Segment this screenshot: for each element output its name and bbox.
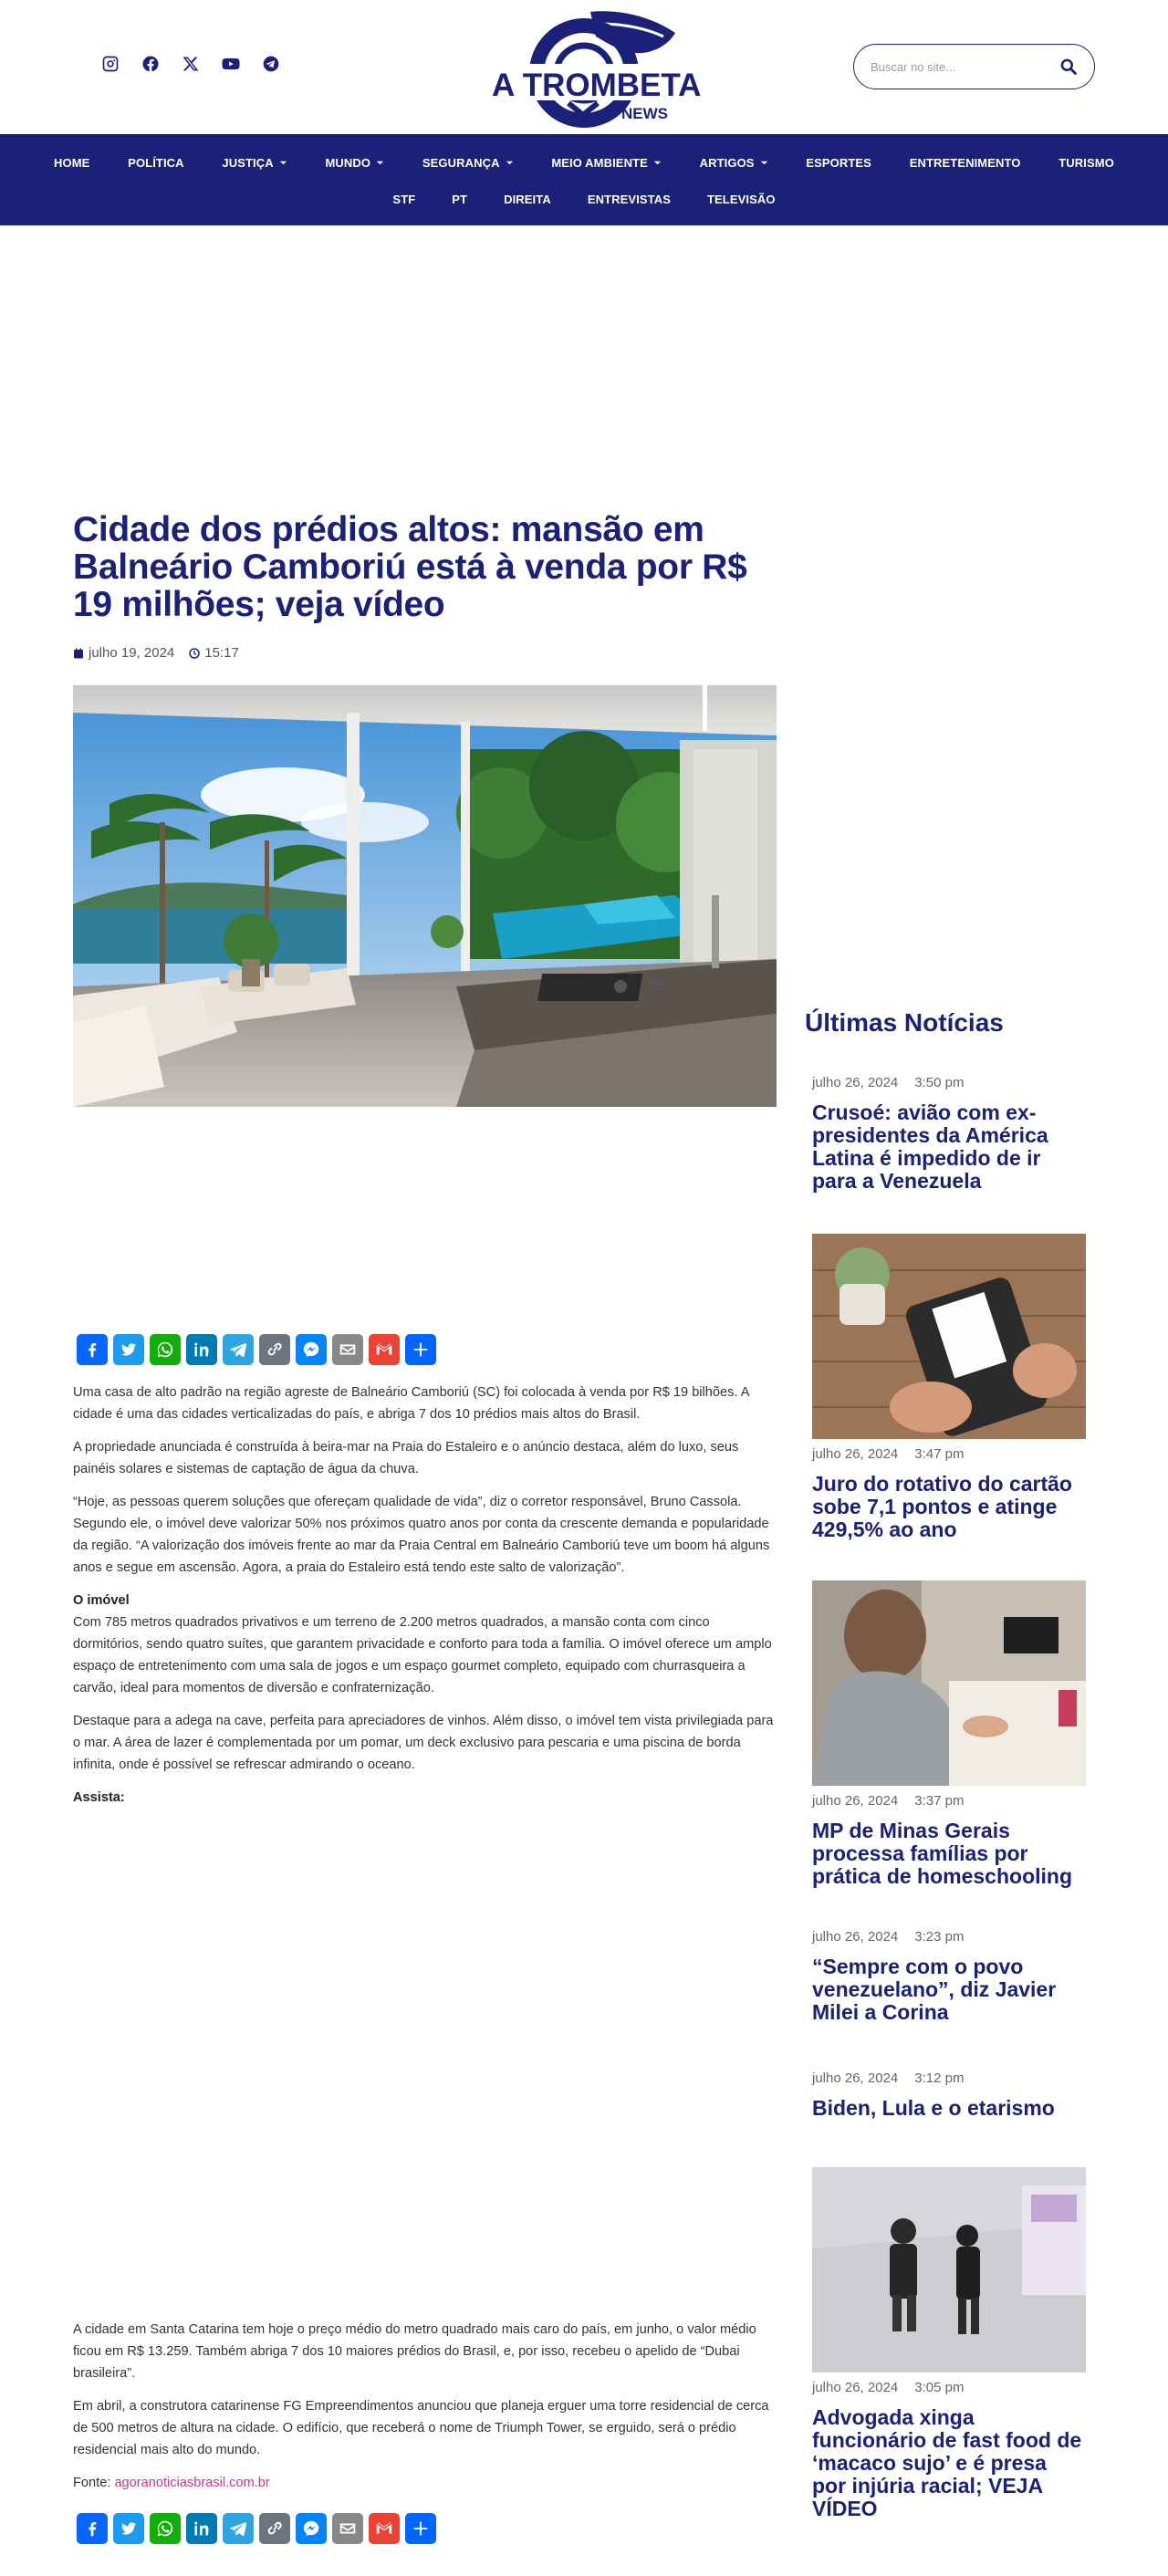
news-title[interactable]: Crusoé: avião com ex-presidentes da América Latina é impedido de ir para a Venezuela (812, 1100, 1048, 1193)
sidebar-title: Últimas Notícias (805, 1008, 1004, 1037)
nav-item-entretenimento[interactable] (892, 152, 1038, 172)
nav-item-esportes[interactable] (788, 152, 889, 172)
news-date (812, 1446, 1086, 1462)
news-title[interactable]: Advogada xinga funcionário de fast food de ‘macaco sujo’ e é presa por injúria racial; VEJA VÍDEO (812, 2405, 1082, 2520)
share-icon[interactable] (405, 1334, 436, 1365)
nav-item-label: ESPORTES (806, 155, 871, 170)
nav-row-primary (0, 152, 1168, 172)
news-date-text: julho 26, 2024 (812, 1075, 899, 1090)
article-title: Cidade dos prédios altos: mansão em Balneário Camboriú está à venda por R$ 19 milhões; veja vídeo (73, 510, 747, 624)
article-section (73, 1590, 777, 1699)
youtube-icon[interactable] (221, 54, 241, 74)
news-item[interactable] (812, 2167, 1086, 2520)
facebook-icon[interactable] (141, 54, 161, 74)
news-date-text: julho 26, 2024 (812, 2070, 899, 2086)
news-item[interactable] (812, 1075, 1086, 1193)
article-paragraph: Com 785 metros quadrados privativos e um terreno de 2.200 metros quadrados, a mansão conta com cinco dormitórios, sendo quatro suítes, que garantem privacidade e conforto para toda a família. O imóvel oferece um amplo espaço de entretenimento com uma sala de jogos e um espaço gourmet completo, equipado com churrasqueira a carvão, ideal para momentos de diversão e confraternização. (73, 1615, 772, 1695)
source-link[interactable]: agoranoticiasbrasil.com.br (114, 2476, 270, 2490)
article-body-continued (73, 2319, 777, 2505)
share-bar-bottom (77, 2513, 436, 2544)
nav-item-label: MUNDO (325, 155, 371, 170)
news-time-text: 3:23 pm (914, 1929, 965, 1945)
article-date-text: julho 19, 2024 (89, 645, 175, 661)
nav-item-segurança[interactable] (405, 152, 531, 172)
article-paragraph: Em abril, a construtora catarinense FG Empreendimentos anunciou que planeja erguer uma torre residencial de cerca de 500 metros de altura na cidade. O edifício, que receberá o nome de Triumph Tower, se erguido, será o prédio residencial mais alto do mundo. (73, 2399, 769, 2457)
nav-item-direita[interactable] (485, 189, 569, 209)
news-time-text: 3:47 pm (914, 1446, 965, 1462)
article-body (73, 1382, 777, 1820)
email-icon[interactable] (332, 2513, 363, 2544)
twitter-icon[interactable] (113, 2513, 144, 2544)
news-item[interactable] (812, 2070, 1086, 2120)
linkedin-icon[interactable] (186, 1334, 217, 1365)
news-thumbnail[interactable] (812, 1580, 1086, 1786)
main-navigation (0, 134, 1168, 225)
section-heading-assista: Assista: (73, 1790, 125, 1805)
gmail-icon[interactable] (369, 1334, 400, 1365)
nav-item-label: SEGURANÇA (422, 155, 500, 170)
news-item[interactable] (812, 1580, 1086, 1888)
news-date-text: julho 26, 2024 (812, 2380, 899, 2395)
nav-item-label: MEIO AMBIENTE (551, 155, 648, 170)
article-hero-image (73, 685, 777, 1107)
source-label: Fonte: (73, 2476, 111, 2490)
news-time-text: 3:37 pm (914, 1793, 965, 1809)
messenger-icon[interactable] (296, 2513, 327, 2544)
nav-item-label: TURISMO (1058, 155, 1114, 170)
nav-item-stf[interactable] (374, 189, 433, 209)
article-section (73, 1787, 777, 1809)
nav-item-mundo[interactable] (308, 152, 402, 172)
facebook-icon[interactable] (77, 1334, 108, 1365)
nav-item-label: DIREITA (504, 192, 551, 206)
search-box (853, 44, 1095, 89)
nav-row-secondary (0, 189, 1168, 209)
share-bar-top (77, 1334, 436, 1365)
chevron-down-icon (506, 159, 514, 167)
news-date (812, 1929, 1086, 1945)
search-input[interactable] (871, 60, 1058, 74)
copy-link-icon[interactable] (259, 1334, 290, 1365)
article-paragraph: Uma casa de alto padrão na região agreste de Balneário Camboriú (SC) foi colocada à venda por R$ 19 bilhões. A cidade é uma das cidades verticalizadas do país, e abriga 7 dos 10 prédios mais altos do Brasil. (73, 1385, 749, 1422)
news-thumbnail[interactable] (812, 1234, 1086, 1439)
news-time-text: 3:12 pm (914, 2070, 965, 2086)
instagram-icon[interactable] (100, 54, 120, 74)
article-header (73, 511, 777, 661)
news-item[interactable] (812, 1234, 1086, 1541)
logo-subtext: NEWS (621, 105, 668, 122)
news-date (812, 2380, 1086, 2395)
latest-news-sidebar (803, 1008, 1095, 2520)
gmail-icon[interactable] (369, 2513, 400, 2544)
news-date (812, 1793, 1086, 1809)
copy-link-icon[interactable] (259, 2513, 290, 2544)
nav-item-label: ENTRETENIMENTO (909, 155, 1021, 170)
chevron-down-icon (279, 159, 287, 167)
news-title[interactable]: MP de Minas Gerais processa famílias por prática de homeschooling (812, 1819, 1072, 1888)
article-date (73, 645, 174, 661)
article-paragraph: A cidade em Santa Catarina tem hoje o preço médio do metro quadrado mais caro do país, em junho, o valor médio ficou em R$ 13.259. Também abriga 7 dos 10 maiores prédios do Brasil, e, por isso, recebeu o apelido de “Dubai brasileira”. (73, 2322, 756, 2381)
chevron-down-icon (760, 159, 768, 167)
news-title[interactable]: Biden, Lula e o etarismo (812, 2096, 1055, 2120)
nav-item-label: ENTREVISTAS (587, 192, 671, 206)
nav-item-política[interactable] (110, 152, 201, 172)
news-title[interactable]: Juro do rotativo do cartão sobe 7,1 pontos e atinge 429,5% ao ano (812, 1472, 1072, 1541)
whatsapp-icon[interactable] (150, 2513, 181, 2544)
chevron-down-icon (376, 159, 384, 167)
chevron-down-icon (653, 159, 662, 167)
x-icon[interactable] (181, 54, 201, 74)
nav-item-label: TELEVISÃO (707, 192, 776, 206)
twitter-icon[interactable] (113, 1334, 144, 1365)
nav-item-label: HOME (54, 155, 90, 170)
clock-icon (189, 648, 200, 659)
article-meta (73, 645, 777, 661)
nav-item-pt[interactable] (433, 189, 485, 209)
nav-item-meio-ambiente[interactable] (534, 152, 679, 172)
email-icon[interactable] (332, 1334, 363, 1365)
news-date (812, 2070, 1086, 2086)
nav-item-justiça[interactable] (204, 152, 304, 172)
news-date (812, 1075, 1086, 1090)
nav-item-artigos[interactable] (683, 152, 786, 172)
nav-item-label: PT (452, 192, 468, 206)
news-date-text: julho 26, 2024 (812, 1793, 899, 1809)
nav-item-entrevistas[interactable] (569, 189, 689, 209)
site-header (0, 0, 1168, 134)
nav-item-turismo[interactable] (1041, 152, 1132, 172)
telegram-icon[interactable] (223, 1334, 254, 1365)
telegram-icon[interactable] (261, 54, 281, 74)
nav-item-label: STF (392, 192, 416, 206)
nav-item-home[interactable] (36, 152, 107, 172)
article-paragraph: “Hoje, as pessoas querem soluções que ofereçam qualidade de vida”, diz o corretor responsável, Bruno Cassola. Segundo ele, o imóvel deve valorizar 50% nos próximos quatro anos por conta da crescente demanda e popularidade da região. “A valorização dos imóveis frente ao mar da Praia Central em Balneário Camboriú teve um boom há alguns anos e segue em ascensão. Agora, a praia do Estaleiro está tendo este salto de valorização”. (73, 1495, 770, 1575)
nav-item-label: POLÍTICA (128, 155, 184, 170)
messenger-icon[interactable] (296, 1334, 327, 1365)
logo-text: A TROMBETA (492, 68, 702, 103)
nav-item-televisão[interactable] (689, 189, 794, 209)
news-time-text: 3:05 pm (914, 2380, 965, 2395)
section-heading-imovel: O imóvel (73, 1593, 130, 1608)
share-icon[interactable] (405, 2513, 436, 2544)
article-paragraph: Destaque para a adega na cave, perfeita para apreciadores de vinhos. Além disso, o imóvel tem vista privilegiada para o mar. A área de lazer é complementada por um pomar, um deck exclusivo para pescaria e uma piscina de borda infinita, onde é possível se refrescar admirando o oceano. (73, 1714, 774, 1772)
linkedin-icon[interactable] (186, 2513, 217, 2544)
news-date-text: julho 26, 2024 (812, 1446, 899, 1462)
news-thumbnail[interactable] (812, 2167, 1086, 2373)
calendar-icon (73, 648, 84, 659)
search-icon[interactable] (1058, 56, 1079, 78)
news-item[interactable] (812, 1929, 1086, 2024)
whatsapp-icon[interactable] (150, 1334, 181, 1365)
news-title[interactable]: “Sempre com o povo venezuelano”, diz Javier Milei a Corina (812, 1955, 1057, 2024)
article-paragraph: A propriedade anunciada é construída à beira-mar na Praia do Estaleiro e o anúncio destaca, além do luxo, seus painéis solares e sistemas de captação de água da chuva. (73, 1440, 739, 1476)
article-time (189, 645, 239, 661)
facebook-icon[interactable] (77, 2513, 108, 2544)
news-time-text: 3:50 pm (914, 1075, 965, 1090)
article-time-text: 15:17 (204, 645, 239, 661)
news-date-text: julho 26, 2024 (812, 1929, 899, 1945)
article-source (73, 2472, 777, 2494)
nav-item-label: ARTIGOS (699, 155, 755, 170)
site-logo[interactable] (488, 7, 702, 128)
social-links (100, 54, 281, 74)
nav-item-label: JUSTIÇA (222, 155, 274, 170)
telegram-icon[interactable] (223, 2513, 254, 2544)
